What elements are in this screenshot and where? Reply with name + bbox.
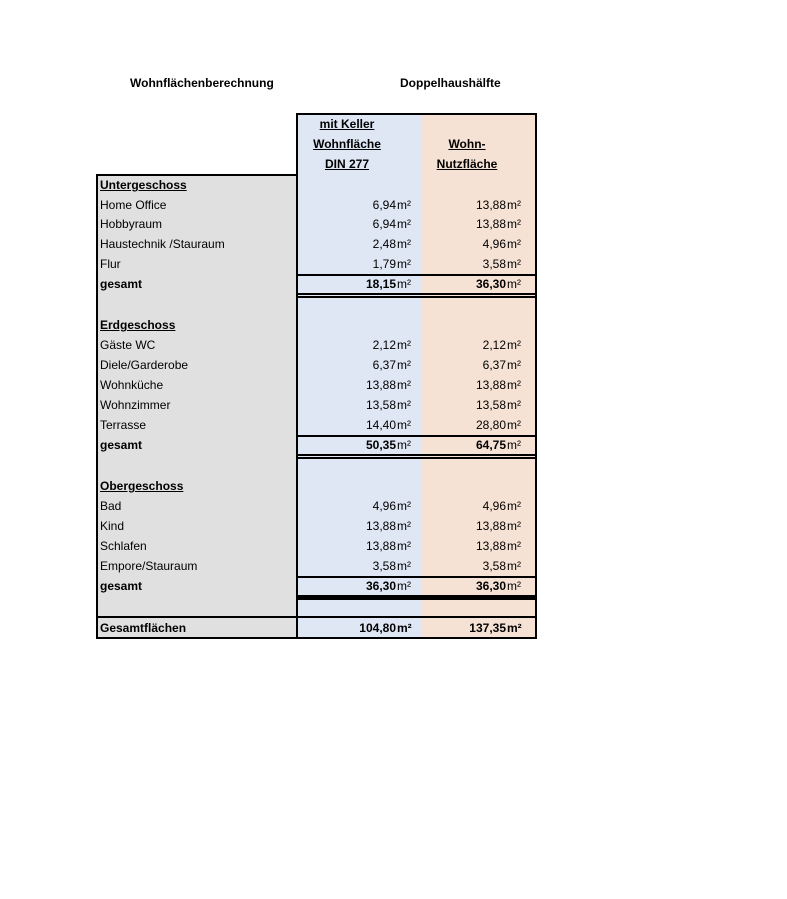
nutzflaeche-value: 2,12 (482, 338, 506, 352)
unit-label: m² (507, 197, 521, 212)
nutzflaeche-value: 13,88 (475, 539, 506, 553)
unit-label: m² (507, 277, 521, 291)
unit-label: m² (397, 438, 411, 452)
nutzflaeche-value: 13,88 (475, 197, 506, 212)
section-heading: Obergeschoss (100, 479, 184, 493)
grand-total-top-border (96, 616, 537, 618)
wohnflaeche-value: 3,58 (372, 559, 396, 573)
section-total-label: gesamt (100, 438, 143, 452)
total-row-top-border (297, 435, 536, 437)
unit-label: m² (397, 621, 412, 635)
nutzflaeche-value: 13,88 (475, 519, 506, 533)
wohnflaeche-value: 13,58 (365, 398, 396, 412)
frame-bottom (96, 637, 537, 639)
room-label: Flur (100, 257, 121, 272)
nutzflaeche-value: 13,58 (475, 398, 506, 412)
unit-label: m² (507, 398, 521, 412)
total-row-top-border (297, 576, 536, 578)
spacer-row-border (297, 597, 536, 599)
room-label: Wohnküche (100, 378, 164, 392)
nutzflaeche-value: 28,80 (475, 418, 506, 432)
frame-left (96, 174, 98, 638)
section-total-wohnflaeche: 36,30 (365, 579, 396, 593)
room-label: Gäste WC (100, 338, 156, 352)
wohnflaeche-header-line-3: DIN 277 (324, 157, 370, 171)
unit-label: m² (397, 398, 411, 412)
unit-label: m² (507, 237, 521, 252)
nutzflaeche-header-line-1: Wohn- (448, 137, 486, 151)
nutzflaeche-value: 13,88 (475, 217, 506, 232)
unit-label: m² (507, 579, 521, 593)
nutzflaeche-value: 4,96 (482, 499, 506, 513)
frame-divider (296, 113, 298, 638)
section-heading: Erdgeschoss (100, 318, 176, 332)
grand-total-nutzflaeche: 137,35 (469, 621, 506, 635)
room-label: Home Office (100, 197, 167, 212)
wohnflaeche-value: 4,96 (372, 499, 396, 513)
house-type-title: Doppelhaushälfte (400, 76, 501, 90)
wohnflaeche-value: 6,37 (372, 358, 396, 372)
frame-right (535, 113, 537, 638)
section-total-nutzflaeche: 36,30 (475, 579, 506, 593)
wohnflaeche-value: 13,88 (365, 539, 396, 553)
nutzflaeche-value: 3,58 (482, 559, 506, 573)
total-row-top-border (297, 274, 536, 276)
wohnflaeche-header-line-2: Wohnfläche (313, 137, 381, 151)
unit-label: m² (397, 358, 411, 372)
room-label: Diele/Garderobe (100, 358, 189, 372)
unit-label: m² (397, 418, 411, 432)
wohnflaeche-value: 13,88 (365, 519, 396, 533)
unit-label: m² (507, 257, 521, 272)
room-label: Empore/Stauraum (100, 559, 198, 573)
section-total-wohnflaeche: 18,15 (365, 277, 396, 291)
nutzflaeche-value: 6,37 (482, 358, 506, 372)
room-label: Terrasse (100, 418, 147, 432)
unit-label: m² (507, 438, 521, 452)
unit-label: m² (397, 378, 411, 392)
room-label: Wohnzimmer (100, 398, 171, 412)
unit-label: m² (397, 237, 411, 252)
wohnflaeche-value: 14,40 (365, 418, 396, 432)
total-row-double-border (297, 457, 536, 459)
unit-label: m² (507, 418, 521, 432)
unit-label: m² (507, 621, 522, 635)
unit-label: m² (397, 277, 411, 291)
unit-label: m² (507, 338, 521, 352)
wohnflaeche-value: 13,88 (365, 378, 396, 392)
unit-label: m² (507, 539, 521, 553)
unit-label: m² (397, 579, 411, 593)
room-label: Schlafen (100, 539, 147, 553)
unit-label: m² (507, 217, 521, 232)
frame-top (296, 113, 537, 115)
unit-label: m² (507, 519, 521, 533)
section-total-label: gesamt (100, 579, 143, 593)
section-total-label: gesamt (100, 277, 143, 291)
unit-label: m² (507, 559, 521, 573)
total-row-bottom-border (297, 454, 536, 456)
wohnflaeche-header-line-1: mit Keller (319, 117, 375, 131)
nutzflaeche-header-line-2: Nutzfläche (436, 157, 498, 171)
unit-label: m² (397, 539, 411, 553)
unit-label: m² (397, 338, 411, 352)
unit-label: m² (397, 499, 411, 513)
total-row-bottom-border (297, 293, 536, 295)
grand-total-label: Gesamtflächen (100, 621, 187, 635)
unit-label: m² (507, 358, 521, 372)
wohnflaeche-value: 6,94 (372, 217, 396, 232)
wohnflaeche-value: 2,48 (372, 237, 396, 252)
nutzflaeche-value: 4,96 (482, 237, 506, 252)
unit-label: m² (397, 519, 411, 533)
unit-label: m² (397, 257, 411, 272)
total-row-double-border (297, 296, 536, 298)
section-total-nutzflaeche: 36,30 (475, 277, 506, 291)
room-label: Bad (100, 499, 122, 513)
frame-label-top (96, 174, 298, 176)
unit-label: m² (397, 217, 411, 232)
unit-label: m² (397, 559, 411, 573)
document-title: Wohnflächenberechnung (130, 76, 274, 90)
unit-label: m² (507, 378, 521, 392)
room-label: Haustechnik /Stauraum (100, 237, 225, 252)
unit-label: m² (507, 499, 521, 513)
section-total-nutzflaeche: 64,75 (475, 438, 506, 452)
wohnflaeche-value: 2,12 (372, 338, 396, 352)
room-label: Kind (100, 519, 125, 533)
room-label: Hobbyraum (100, 217, 163, 232)
unit-label: m² (397, 197, 411, 212)
section-total-wohnflaeche: 50,35 (365, 438, 396, 452)
nutzflaeche-value: 13,88 (475, 378, 506, 392)
wohnflaeche-value: 1,79 (372, 257, 396, 272)
wohnflaeche-value: 6,94 (372, 197, 396, 212)
nutzflaeche-value: 3,58 (482, 257, 506, 272)
grand-total-wohnflaeche: 104,80 (359, 621, 396, 635)
section-heading: Untergeschoss (100, 178, 187, 192)
